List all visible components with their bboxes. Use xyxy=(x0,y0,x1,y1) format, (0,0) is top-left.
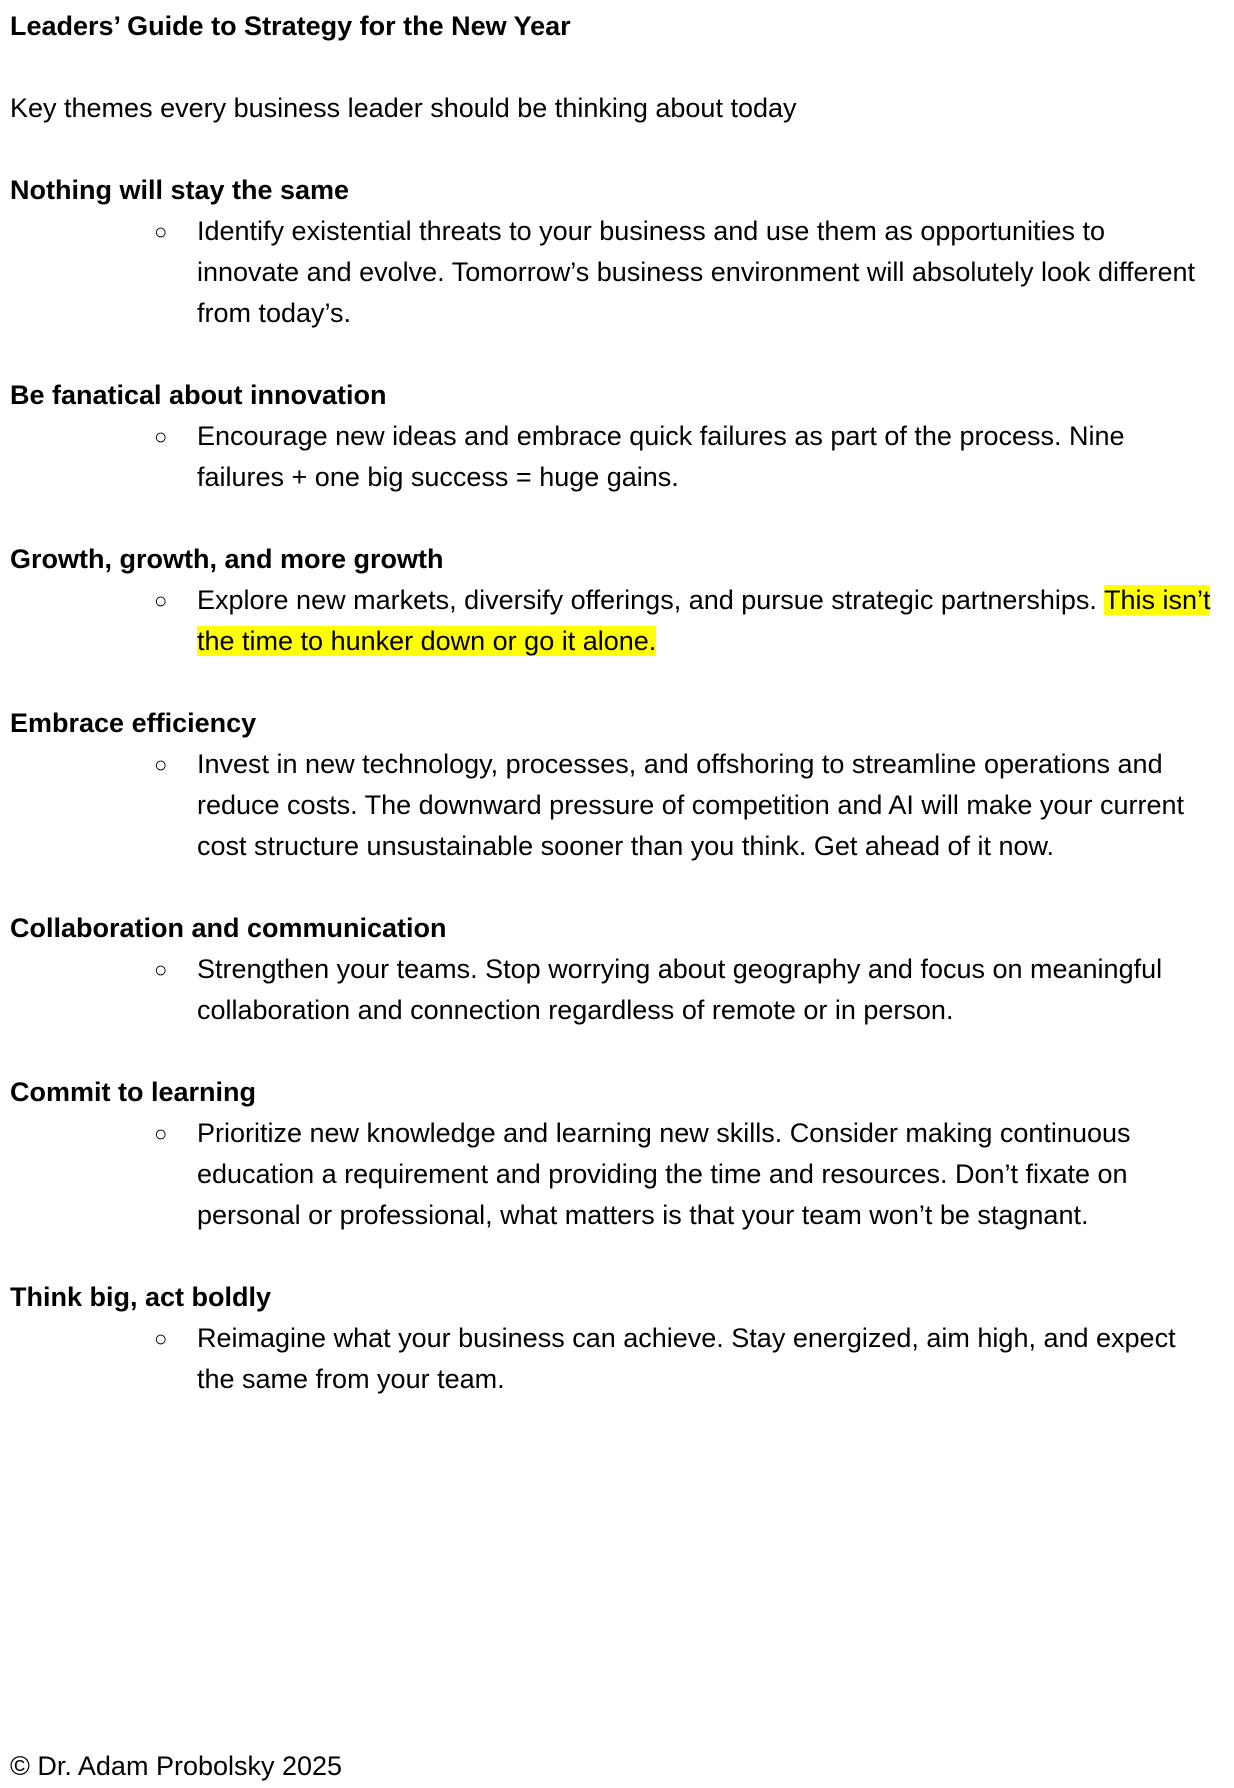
bullet-item xyxy=(10,416,1224,498)
section-heading: Collaboration and communication xyxy=(10,913,447,943)
bullet-text: Explore new markets, diversify offerings, and pursue strategic partnerships. xyxy=(197,585,1104,615)
document-title: Leaders’ Guide to Strategy for the New Year xyxy=(10,11,571,41)
hollow-circle-bullet-icon: ○ xyxy=(154,424,168,449)
section-heading: Nothing will stay the same xyxy=(10,175,350,205)
section-think-big-act-boldly xyxy=(10,1277,1224,1400)
bullet-text: Strengthen your teams. Stop worrying about geography and focus on meaningful collaboration and connection regardless of remote or in person. xyxy=(197,954,1163,1025)
section-growth xyxy=(10,539,1224,662)
hollow-circle-bullet-icon: ○ xyxy=(154,752,168,777)
section-heading: Embrace efficiency xyxy=(10,708,257,738)
section-nothing-will-stay-the-same xyxy=(10,170,1224,334)
bullet-text: Identify existential threats to your business and use them as opportunities to innovate and evolve. Tomorrow’s business environment will absolutely look different from today’s. xyxy=(197,216,1196,328)
bullet-text: Invest in new technology, processes, and offshoring to streamline operations and reduce costs. The downward pressure of competition and AI will make your current cost structure unsustainable sooner than you think. Get ahead of it now. xyxy=(197,749,1184,861)
section-collaboration-and-communication xyxy=(10,908,1224,1031)
bullet-item xyxy=(10,1113,1224,1236)
document-subtitle: Key themes every business leader should be thinking about today xyxy=(10,93,797,123)
copyright-footer: © Dr. Adam Probolsky 2025 xyxy=(10,1751,343,1781)
document-body xyxy=(10,6,1224,1400)
bullet-item xyxy=(10,1318,1224,1400)
section-heading: Be fanatical about innovation xyxy=(10,380,387,410)
section-be-fanatical-about-innovation xyxy=(10,375,1224,498)
section-embrace-efficiency xyxy=(10,703,1224,867)
bullet-text: Prioritize new knowledge and learning new skills. Consider making continuous education a requirement and providing the time and resources. Don’t fixate on personal or professional, what matters is that your team won’t be stagnant. xyxy=(197,1118,1131,1230)
hollow-circle-bullet-icon: ○ xyxy=(154,1121,168,1146)
section-commit-to-learning xyxy=(10,1072,1224,1236)
highlighted-text: This isn’t the time to hunker down or go it alone. xyxy=(197,585,1211,656)
bullet-item xyxy=(10,211,1224,334)
hollow-circle-bullet-icon: ○ xyxy=(154,588,168,613)
bullet-text: Encourage new ideas and embrace quick failures as part of the process. Nine failures + one big success = huge gains. xyxy=(197,421,1125,492)
section-heading: Growth, growth, and more growth xyxy=(10,544,444,574)
section-heading: Commit to learning xyxy=(10,1077,257,1107)
bullet-text: Reimagine what your business can achieve. Stay energized, aim high, and expect the same from your team. xyxy=(197,1323,1176,1394)
bullet-item xyxy=(10,949,1224,1031)
bullet-item xyxy=(10,744,1224,867)
hollow-circle-bullet-icon: ○ xyxy=(154,219,168,244)
bullet-item xyxy=(10,580,1224,662)
hollow-circle-bullet-icon: ○ xyxy=(154,1326,168,1351)
hollow-circle-bullet-icon: ○ xyxy=(154,957,168,982)
section-heading: Think big, act boldly xyxy=(10,1282,272,1312)
